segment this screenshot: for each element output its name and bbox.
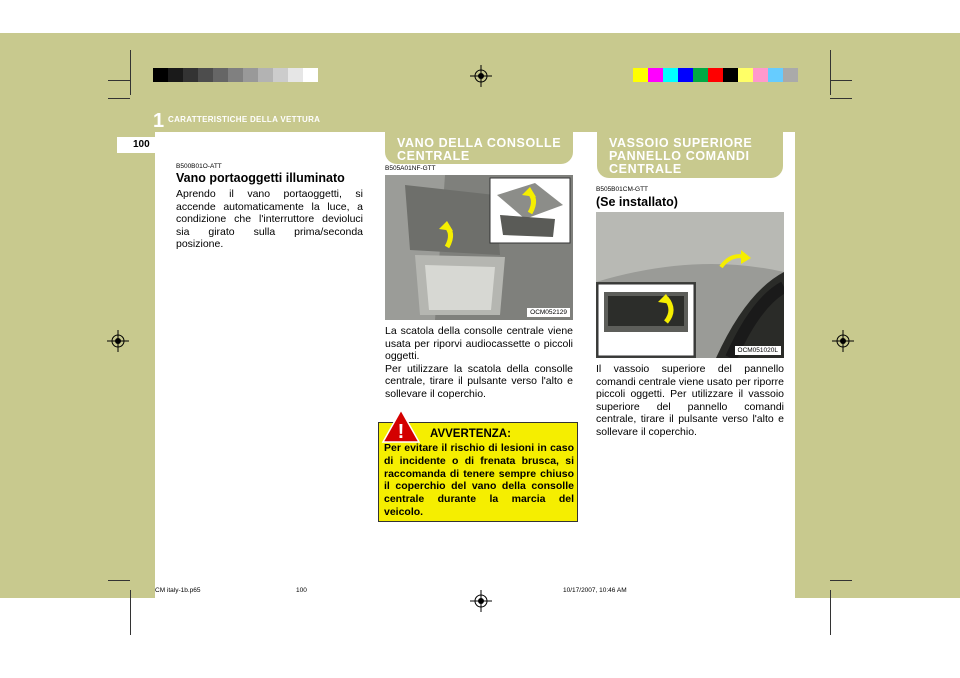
colorbar-swatch bbox=[693, 68, 708, 82]
crop-mark bbox=[830, 50, 831, 95]
colorbar-swatch bbox=[648, 68, 663, 82]
registration-mark-icon bbox=[107, 330, 129, 352]
colorbar-swatch bbox=[213, 68, 228, 82]
crop-mark bbox=[130, 50, 131, 95]
section-title: Vano portaoggetti illuminato bbox=[176, 171, 345, 185]
colorbar-swatch bbox=[723, 68, 738, 82]
colorbar-swatch bbox=[243, 68, 258, 82]
print-colorbar-left bbox=[153, 68, 318, 82]
colorbar-swatch bbox=[678, 68, 693, 82]
dashboard-tray-photo bbox=[596, 212, 784, 358]
registration-mark-icon bbox=[832, 330, 854, 352]
section-code: B500B01O-ATT bbox=[176, 163, 222, 170]
colorbar-swatch bbox=[168, 68, 183, 82]
colorbar-swatch bbox=[288, 68, 303, 82]
section-body: La scatola della consolle centrale viene usata per riporvi audiocassette o piccoli oggetti. Per utilizzare la scatola della consolle centrale, tirare il pulsante verso l'alto e sollevare il coperchio. bbox=[385, 325, 573, 400]
colorbar-swatch bbox=[708, 68, 723, 82]
colorbar-swatch bbox=[753, 68, 768, 82]
footer-page: 100 bbox=[296, 587, 307, 594]
warning-title: AVVERTENZA: bbox=[430, 428, 511, 440]
section-band-title: VASSOIO SUPERIORE PANNELLO COMANDI CENTRALE bbox=[597, 132, 783, 178]
warning-symbol: ! bbox=[397, 421, 405, 443]
section-code: B505B01CM-GTT bbox=[596, 186, 649, 193]
chapter-title: CARATTERISTICHE DELLA VETTURA bbox=[168, 115, 321, 124]
colorbar-swatch bbox=[228, 68, 243, 82]
photo-code: OCM051020L bbox=[735, 346, 781, 355]
crop-mark bbox=[108, 80, 130, 81]
print-colorbar-right bbox=[633, 68, 798, 82]
registration-mark-icon bbox=[470, 65, 492, 87]
crop-mark bbox=[830, 590, 831, 635]
crop-mark bbox=[108, 98, 130, 99]
crop-mark bbox=[830, 580, 852, 581]
console-box-illustration bbox=[385, 175, 573, 320]
colorbar-swatch bbox=[783, 68, 798, 82]
photo-code: OCM052129 bbox=[527, 308, 570, 317]
crop-mark bbox=[108, 580, 130, 581]
registration-mark-icon bbox=[470, 590, 492, 612]
section-band-title: VANO DELLA CONSOLLE CENTRALE bbox=[385, 132, 573, 164]
section-title: (Se installato) bbox=[596, 195, 678, 209]
section-body: Aprendo il vano portaoggetti, si accende automaticamente la luce, a condizione che l'interruttore devioluci sia girato sulla prima/seconda posizione. bbox=[176, 188, 363, 251]
colorbar-swatch bbox=[768, 68, 783, 82]
colorbar-swatch bbox=[258, 68, 273, 82]
colorbar-swatch bbox=[198, 68, 213, 82]
colorbar-swatch bbox=[738, 68, 753, 82]
page-number: 100 bbox=[117, 137, 167, 153]
colorbar-swatch bbox=[183, 68, 198, 82]
console-box-photo bbox=[385, 175, 573, 320]
footer-date: 10/17/2007, 10:46 AM bbox=[563, 587, 627, 594]
chapter-number: 1 bbox=[153, 110, 165, 132]
section-body: Il vassoio superiore del pannello comandi centrale viene usato per riporre piccoli oggetti. Per utilizzare il vassoio superiore del pannello comandi centrale, tirare il pulsante verso l'alto e sollevare il coperchio. bbox=[596, 363, 784, 438]
section-code: B505A01NF-GTT bbox=[385, 165, 436, 172]
crop-mark bbox=[130, 590, 131, 635]
crop-mark bbox=[830, 98, 852, 99]
colorbar-swatch bbox=[273, 68, 288, 82]
colorbar-swatch bbox=[303, 68, 318, 82]
crop-mark bbox=[830, 80, 852, 81]
colorbar-swatch bbox=[663, 68, 678, 82]
warning-text: Per evitare il rischio di lesioni in caso di incidente o di frenata brusca, si raccomanda di tenere sempre chiuso il coperchio del vano della consolle centrale durante la marcia del veicolo. bbox=[384, 442, 574, 518]
warning-triangle-icon bbox=[381, 408, 421, 444]
colorbar-swatch bbox=[153, 68, 168, 82]
footer-file: CM italy-1b.p65 bbox=[155, 587, 201, 594]
dashboard-tray-illustration bbox=[596, 212, 784, 358]
colorbar-swatch bbox=[633, 68, 648, 82]
